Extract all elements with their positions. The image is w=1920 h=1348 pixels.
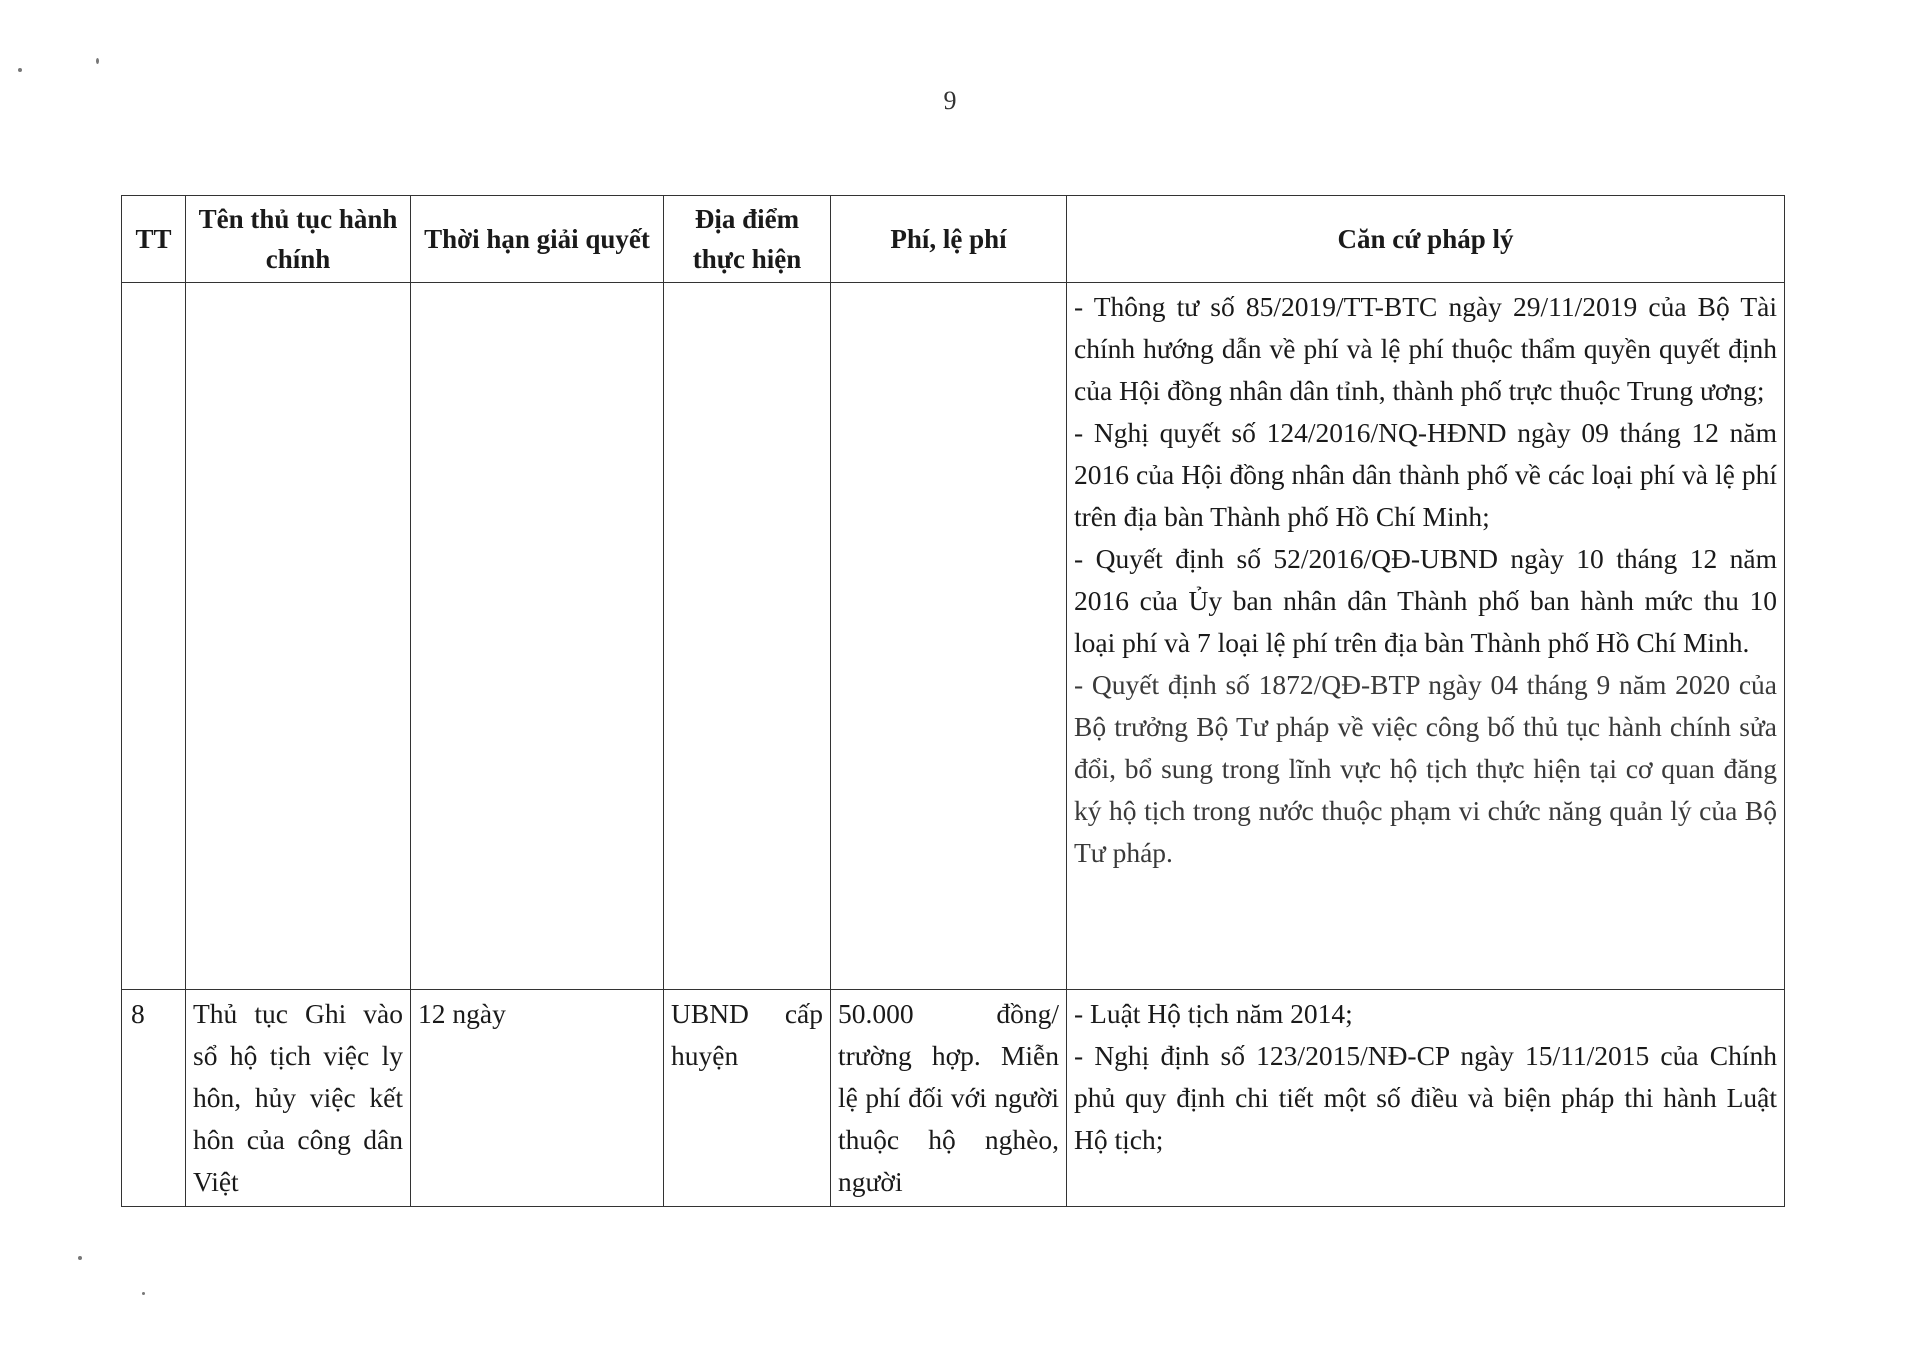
header-place: Địa điểm thực hiện xyxy=(664,196,831,283)
page-number: 9 xyxy=(943,86,957,115)
header-time: Thời hạn giải quyết xyxy=(411,196,664,283)
scan-speck xyxy=(142,1292,145,1295)
law-item: - Nghị định số 123/2015/NĐ-CP ngày 15/11/2015 của Chính phủ quy định chi tiết một số điều và biện pháp thi hành Luật Hộ tịch; xyxy=(1074,1040,1777,1155)
cell-law xyxy=(1067,283,1785,990)
table-row-continued xyxy=(122,283,1785,990)
cell-name: Thủ tục Ghi vào sổ hộ tịch việc ly hôn, hủy việc kết hôn của công dân Việt xyxy=(186,990,411,1207)
cell-tt: 8 xyxy=(122,990,186,1207)
scan-speck xyxy=(78,1256,82,1260)
header-name: Tên thủ tục hành chính xyxy=(186,196,411,283)
header-law: Căn cứ pháp lý xyxy=(1067,196,1785,283)
cell-name xyxy=(186,283,411,990)
law-item: - Thông tư số 85/2019/TT-BTC ngày 29/11/2019 của Bộ Tài chính hướng dẫn về phí và lệ phí thuộc thẩm quyền quyết định của Hội đồng nhân dân tỉnh, thành phố trực thuộc Trung ương; xyxy=(1074,291,1777,406)
law-item: - Quyết định số 1872/QĐ-BTP ngày 04 tháng 9 năm 2020 của Bộ trưởng Bộ Tư pháp về việc công bố thủ tục hành chính sửa đổi, bổ sung trong lĩnh vực hộ tịch thực hiện tại cơ quan đăng ký hộ tịch trong nước thuộc phạm vi chức năng quản lý của Bộ Tư pháp. xyxy=(1074,669,1777,868)
law-item: - Luật Hộ tịch năm 2014; xyxy=(1074,998,1353,1029)
cell-law xyxy=(1067,990,1785,1207)
scan-speck xyxy=(18,68,22,72)
cell-place: UBND cấp huyện xyxy=(664,990,831,1207)
cell-place xyxy=(664,283,831,990)
table-header-row xyxy=(122,196,1785,283)
cell-time: 12 ngày xyxy=(411,990,664,1207)
procedures-table xyxy=(121,195,1785,1207)
header-tt: TT xyxy=(122,196,186,283)
cell-time xyxy=(411,283,664,990)
law-item: - Nghị quyết số 124/2016/NQ-HĐND ngày 09 tháng 12 năm 2016 của Hội đồng nhân dân thành phố về các loại phí và lệ phí trên địa bàn Thành phố Hồ Chí Minh; xyxy=(1074,417,1777,532)
table-row-8 xyxy=(122,990,1785,1207)
cell-fee xyxy=(831,283,1067,990)
cell-tt xyxy=(122,283,186,990)
law-item: - Quyết định số 52/2016/QĐ-UBND ngày 10 tháng 12 năm 2016 của Ủy ban nhân dân Thành phố ban hành mức thu 10 loại phí và 7 loại lệ phí trên địa bàn Thành phố Hồ Chí Minh. xyxy=(1074,543,1777,658)
scan-speck xyxy=(96,58,99,64)
header-fee: Phí, lệ phí xyxy=(831,196,1067,283)
cell-fee: 50.000 đồng/ trường hợp. Miễn lệ phí đối với người thuộc hộ nghèo, người xyxy=(831,990,1067,1207)
